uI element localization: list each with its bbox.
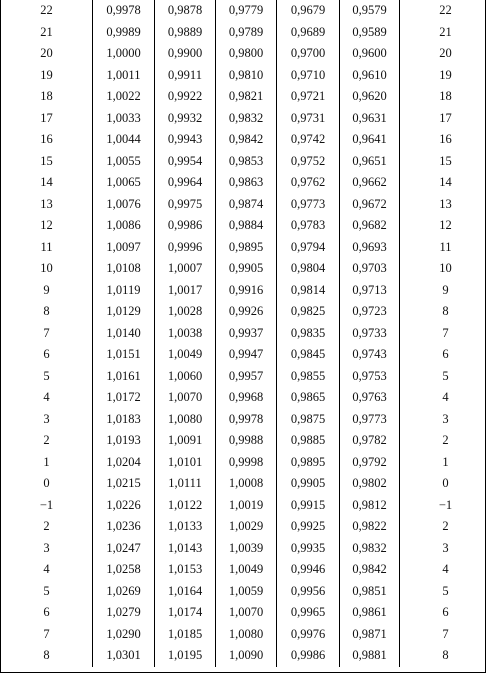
row-label-right: 14 (400, 172, 486, 194)
value-col-2: 1,0153 (155, 559, 216, 581)
row-label-right: 3 (400, 409, 486, 431)
value-col-4: 0,9689 (277, 22, 340, 44)
row-label-right: 8 (400, 301, 486, 323)
value-col-5: 0,9782 (340, 430, 400, 452)
row-label-left: 5 (43, 368, 50, 383)
value-col-3: 1,0059 (216, 581, 277, 603)
value-col-4: 0,9865 (277, 387, 340, 409)
table-row (1, 237, 486, 259)
value-col-1: 1,0022 (93, 86, 155, 108)
value-col-5: 0,9610 (340, 65, 400, 87)
value-col-4: 0,9700 (277, 43, 340, 65)
table-row (1, 65, 486, 87)
value-col-1: 1,0151 (93, 344, 155, 366)
value-col-3: 0,9968 (216, 387, 277, 409)
row-label-right: 1 (400, 452, 486, 474)
value-col-3: 0,9779 (216, 0, 277, 22)
value-col-3: 1,0029 (216, 516, 277, 538)
value-col-4: 0,9804 (277, 258, 340, 280)
value-col-5: 0,9713 (340, 280, 400, 302)
value-col-2: 0,9996 (155, 237, 216, 259)
value-col-1: 0,9978 (93, 0, 155, 22)
value-col-3: 1,0070 (216, 602, 277, 624)
table-row (1, 409, 486, 431)
row-label-left: 6 (43, 347, 50, 361)
value-col-3: 0,9842 (216, 129, 277, 151)
value-col-4: 0,9855 (277, 366, 340, 388)
value-col-4: 0,9721 (277, 86, 340, 108)
table-row (1, 258, 486, 280)
table-row (1, 516, 486, 538)
value-col-4: 0,9885 (277, 430, 340, 452)
value-col-5: 0,9851 (340, 581, 400, 603)
row-label-right: 0 (400, 473, 486, 495)
value-col-1: 1,0236 (93, 516, 155, 538)
value-col-5: 0,9733 (340, 323, 400, 345)
value-col-4: 0,9915 (277, 495, 340, 517)
row-label-left: 7 (43, 325, 50, 340)
value-col-3: 0,9937 (216, 323, 277, 345)
value-col-2: 1,0028 (155, 301, 216, 323)
value-col-4: 0,9935 (277, 538, 340, 560)
value-col-5: 0,9662 (340, 172, 400, 194)
value-col-5: 0,9861 (340, 602, 400, 624)
value-col-4: 0,9965 (277, 602, 340, 624)
table-row (1, 366, 486, 388)
value-col-5: 0,9723 (340, 301, 400, 323)
value-col-2: 1,0101 (155, 452, 216, 474)
value-col-1: 1,0172 (93, 387, 155, 409)
value-col-5: 0,9822 (340, 516, 400, 538)
row-label-right: 18 (400, 86, 486, 108)
row-label-left: 14 (40, 175, 53, 189)
value-col-1: 1,0290 (93, 624, 155, 646)
value-col-3: 0,9810 (216, 65, 277, 87)
table-row (1, 581, 486, 603)
row-label-right: 13 (400, 194, 486, 216)
value-col-5: 0,9773 (340, 409, 400, 431)
value-col-4: 0,9731 (277, 108, 340, 130)
value-col-2: 0,9954 (155, 151, 216, 173)
value-col-1: 1,0279 (93, 602, 155, 624)
table-row (1, 151, 486, 173)
value-col-3: 0,9874 (216, 194, 277, 216)
value-col-2: 0,9911 (155, 65, 216, 87)
value-col-1: 1,0258 (93, 559, 155, 581)
table-row (1, 280, 486, 302)
value-col-2: 1,0091 (155, 430, 216, 452)
value-col-4: 0,9895 (277, 452, 340, 474)
value-col-2: 1,0017 (155, 280, 216, 302)
value-col-4: 0,9762 (277, 172, 340, 194)
table-row (1, 387, 486, 409)
value-col-1: 1,0247 (93, 538, 155, 560)
value-col-4: 0,9742 (277, 129, 340, 151)
value-col-5: 0,9589 (340, 22, 400, 44)
row-label-left: 15 (40, 153, 53, 168)
value-col-1: 1,0044 (93, 129, 155, 151)
value-col-1: 1,0183 (93, 409, 155, 431)
value-col-3: 1,0019 (216, 495, 277, 517)
row-label-right: 22 (400, 0, 486, 22)
value-col-3: 0,9905 (216, 258, 277, 280)
row-label-left: 8 (43, 304, 50, 318)
table-row (1, 344, 486, 366)
row-label-left: 3 (43, 411, 50, 426)
value-col-1: 1,0000 (93, 43, 155, 65)
row-label-left: 16 (40, 132, 53, 146)
row-label-left: 5 (43, 583, 50, 598)
row-label-left: 20 (40, 46, 53, 60)
value-col-1: 1,0065 (93, 172, 155, 194)
row-label-right: 21 (400, 22, 486, 44)
value-col-5: 0,9812 (340, 495, 400, 517)
row-label-left: −1 (39, 497, 54, 512)
value-col-4: 0,9679 (277, 0, 340, 22)
value-col-5: 0,9651 (340, 151, 400, 173)
value-col-3: 0,9957 (216, 366, 277, 388)
row-label-left: 17 (40, 110, 53, 125)
row-label-left: 3 (43, 540, 50, 555)
value-col-2: 0,9878 (155, 0, 216, 22)
value-col-5: 0,9600 (340, 43, 400, 65)
row-label-right: 7 (400, 323, 486, 345)
value-col-2: 1,0070 (155, 387, 216, 409)
row-label-right: 15 (400, 151, 486, 173)
value-col-2: 1,0164 (155, 581, 216, 603)
value-col-5: 0,9672 (340, 194, 400, 216)
value-col-5: 0,9641 (340, 129, 400, 151)
value-col-3: 0,9884 (216, 215, 277, 237)
row-label-left: 11 (40, 239, 53, 254)
row-label-right: 19 (400, 65, 486, 87)
data-table (1, 0, 486, 667)
row-label-left: 6 (43, 605, 50, 619)
value-col-2: 0,9964 (155, 172, 216, 194)
value-col-1: 1,0011 (93, 65, 155, 87)
value-col-1: 1,0269 (93, 581, 155, 603)
row-label-left: 18 (40, 89, 53, 103)
value-col-3: 1,0008 (216, 473, 277, 495)
row-label-left: 8 (43, 648, 50, 662)
row-label-left: 21 (40, 24, 53, 39)
value-col-4: 0,9845 (277, 344, 340, 366)
value-col-1: 1,0193 (93, 430, 155, 452)
value-col-4: 0,9976 (277, 624, 340, 646)
value-col-4: 0,9825 (277, 301, 340, 323)
table-row (1, 86, 486, 108)
table-row (1, 215, 486, 237)
value-col-5: 0,9832 (340, 538, 400, 560)
value-col-3: 0,9978 (216, 409, 277, 431)
value-col-5: 0,9802 (340, 473, 400, 495)
value-col-4: 0,9905 (277, 473, 340, 495)
row-label-right: 4 (400, 559, 486, 581)
value-col-5: 0,9743 (340, 344, 400, 366)
value-col-5: 0,9792 (340, 452, 400, 474)
value-col-1: 1,0097 (93, 237, 155, 259)
row-label-right: 10 (400, 258, 486, 280)
value-col-4: 0,9794 (277, 237, 340, 259)
table-row (1, 645, 486, 667)
value-col-1: 1,0161 (93, 366, 155, 388)
value-col-2: 0,9943 (155, 129, 216, 151)
value-col-2: 1,0133 (155, 516, 216, 538)
value-col-2: 1,0007 (155, 258, 216, 280)
value-col-3: 1,0039 (216, 538, 277, 560)
row-label-right: 20 (400, 43, 486, 65)
table-row (1, 452, 486, 474)
value-col-5: 0,9763 (340, 387, 400, 409)
value-col-3: 0,9916 (216, 280, 277, 302)
row-label-left: 1 (43, 454, 50, 469)
row-label-right: −1 (400, 495, 486, 517)
row-label-left: 22 (40, 3, 53, 17)
row-label-left: 2 (43, 519, 50, 533)
value-col-3: 1,0049 (216, 559, 277, 581)
row-label-right: 5 (400, 366, 486, 388)
value-col-1: 1,0204 (93, 452, 155, 474)
value-col-3: 0,9853 (216, 151, 277, 173)
row-label-left: 2 (43, 433, 50, 447)
row-label-right: 2 (400, 430, 486, 452)
value-col-1: 1,0108 (93, 258, 155, 280)
value-col-1: 1,0215 (93, 473, 155, 495)
value-col-3: 0,9863 (216, 172, 277, 194)
row-label-right: 9 (400, 280, 486, 302)
value-col-5: 0,9753 (340, 366, 400, 388)
value-col-3: 0,9832 (216, 108, 277, 130)
row-label-left: 7 (43, 626, 50, 641)
value-col-3: 0,9821 (216, 86, 277, 108)
value-col-2: 0,9889 (155, 22, 216, 44)
value-col-1: 1,0129 (93, 301, 155, 323)
value-col-1: 1,0119 (93, 280, 155, 302)
value-col-4: 0,9956 (277, 581, 340, 603)
row-label-right: 12 (400, 215, 486, 237)
value-col-1: 1,0086 (93, 215, 155, 237)
table-row (1, 43, 486, 65)
row-label-right: 6 (400, 344, 486, 366)
row-label-left: 9 (43, 282, 50, 297)
value-col-4: 0,9835 (277, 323, 340, 345)
row-label-right: 17 (400, 108, 486, 130)
table-row (1, 473, 486, 495)
value-col-3: 0,9895 (216, 237, 277, 259)
value-col-5: 0,9693 (340, 237, 400, 259)
row-label-right: 6 (400, 602, 486, 624)
value-col-4: 0,9946 (277, 559, 340, 581)
value-col-2: 1,0174 (155, 602, 216, 624)
value-col-5: 0,9631 (340, 108, 400, 130)
value-col-4: 0,9773 (277, 194, 340, 216)
value-col-3: 0,9800 (216, 43, 277, 65)
table-row (1, 194, 486, 216)
value-col-5: 0,9881 (340, 645, 400, 667)
table-row (1, 602, 486, 624)
row-label-left: 13 (40, 196, 53, 211)
value-col-1: 1,0226 (93, 495, 155, 517)
row-label-right: 16 (400, 129, 486, 151)
table-row (1, 495, 486, 517)
row-label-right: 8 (400, 645, 486, 667)
table-row (1, 301, 486, 323)
value-col-2: 0,9900 (155, 43, 216, 65)
table-row (1, 323, 486, 345)
value-col-2: 0,9932 (155, 108, 216, 130)
value-col-1: 0,9989 (93, 22, 155, 44)
row-label-left: 0 (43, 476, 50, 490)
value-col-4: 0,9986 (277, 645, 340, 667)
table-row (1, 172, 486, 194)
value-col-2: 1,0111 (155, 473, 216, 495)
value-col-2: 1,0122 (155, 495, 216, 517)
value-col-3: 1,0090 (216, 645, 277, 667)
value-col-2: 0,9986 (155, 215, 216, 237)
row-label-left: 19 (40, 67, 53, 82)
table-row (1, 129, 486, 151)
value-col-5: 0,9871 (340, 624, 400, 646)
row-label-right: 4 (400, 387, 486, 409)
value-col-3: 0,9926 (216, 301, 277, 323)
table-row (1, 0, 486, 22)
value-col-2: 1,0049 (155, 344, 216, 366)
row-label-left: 4 (43, 390, 50, 404)
value-col-4: 0,9814 (277, 280, 340, 302)
value-col-3: 0,9998 (216, 452, 277, 474)
value-col-2: 0,9975 (155, 194, 216, 216)
value-col-3: 1,0080 (216, 624, 277, 646)
table-row (1, 538, 486, 560)
value-col-5: 0,9620 (340, 86, 400, 108)
value-col-4: 0,9783 (277, 215, 340, 237)
value-col-5: 0,9703 (340, 258, 400, 280)
row-label-left: 12 (40, 218, 53, 232)
value-col-4: 0,9710 (277, 65, 340, 87)
value-col-1: 1,0076 (93, 194, 155, 216)
row-label-right: 7 (400, 624, 486, 646)
table-row (1, 22, 486, 44)
value-col-4: 0,9752 (277, 151, 340, 173)
value-col-1: 1,0033 (93, 108, 155, 130)
value-col-2: 1,0080 (155, 409, 216, 431)
table-row (1, 559, 486, 581)
value-col-2: 1,0038 (155, 323, 216, 345)
value-col-2: 1,0185 (155, 624, 216, 646)
value-col-5: 0,9682 (340, 215, 400, 237)
value-col-1: 1,0055 (93, 151, 155, 173)
value-col-3: 0,9988 (216, 430, 277, 452)
value-col-2: 0,9922 (155, 86, 216, 108)
table-row (1, 108, 486, 130)
table-row (1, 624, 486, 646)
value-col-5: 0,9842 (340, 559, 400, 581)
row-label-left: 4 (43, 562, 50, 576)
value-col-1: 1,0140 (93, 323, 155, 345)
row-label-left: 10 (40, 261, 53, 275)
row-label-right: 5 (400, 581, 486, 603)
row-label-right: 11 (400, 237, 486, 259)
value-col-2: 1,0143 (155, 538, 216, 560)
value-col-2: 1,0060 (155, 366, 216, 388)
value-col-3: 0,9947 (216, 344, 277, 366)
table-body (1, 0, 486, 667)
value-col-4: 0,9925 (277, 516, 340, 538)
value-col-1: 1,0301 (93, 645, 155, 667)
row-label-right: 3 (400, 538, 486, 560)
value-col-2: 1,0195 (155, 645, 216, 667)
value-col-3: 0,9789 (216, 22, 277, 44)
value-col-4: 0,9875 (277, 409, 340, 431)
table-row (1, 430, 486, 452)
value-col-5: 0,9579 (340, 0, 400, 22)
row-label-right: 2 (400, 516, 486, 538)
